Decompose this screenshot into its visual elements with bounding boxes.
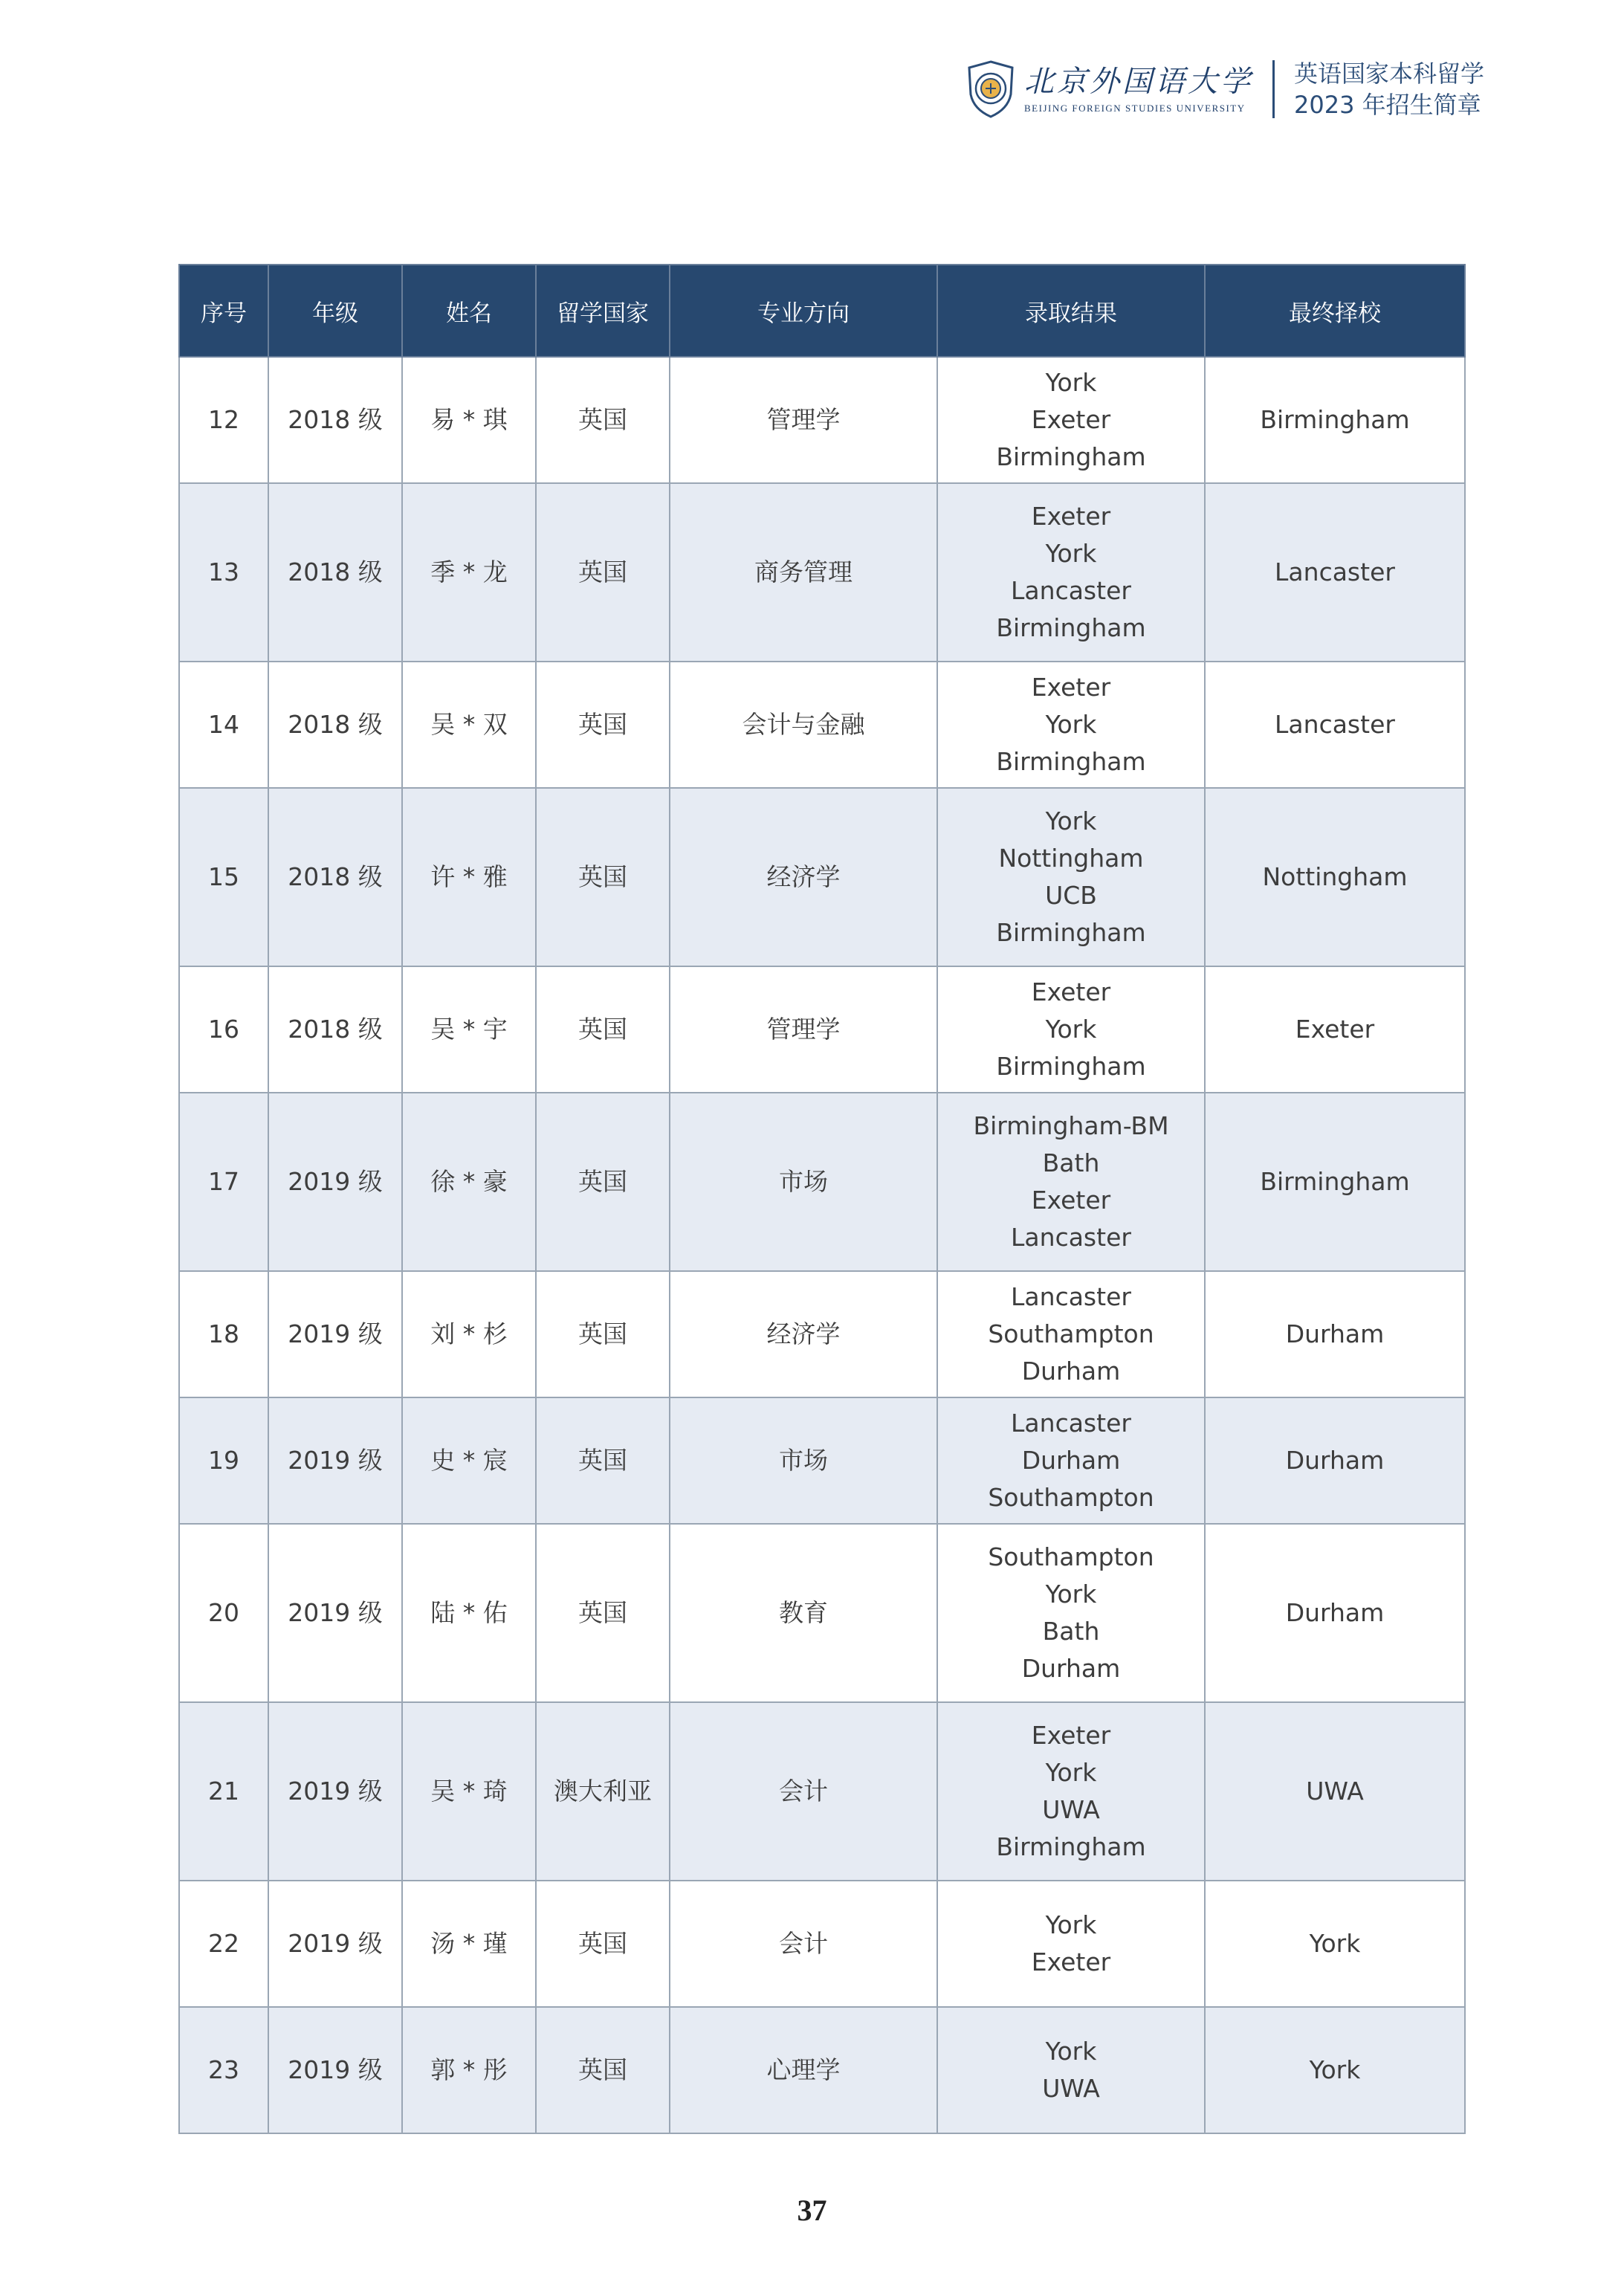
result-school: York (1045, 368, 1097, 397)
cell-country: 英国 (536, 1271, 670, 1397)
table-row (179, 1524, 1465, 1702)
cell-major: 会计与金融 (670, 662, 937, 788)
result-school: Birmingham-BM (973, 1111, 1169, 1140)
cell-results (937, 1271, 1205, 1397)
cell-number: 15 (179, 788, 268, 966)
cell-country: 英国 (536, 1397, 670, 1524)
cell-grade: 2019 级 (268, 1093, 402, 1271)
result-school: Exeter (1031, 673, 1111, 702)
cell-results (937, 1881, 1205, 2007)
cell-results (937, 1524, 1205, 1702)
cell-name: 汤 * 瑾 (402, 1881, 536, 2007)
table-row (179, 357, 1465, 483)
brochure-title (1294, 58, 1484, 120)
result-school: Exeter (1031, 1948, 1111, 1976)
cell-major: 经济学 (670, 788, 937, 966)
cell-country: 英国 (536, 966, 670, 1093)
admission-results-table (178, 264, 1466, 2134)
column-header-grade: 年级 (268, 265, 402, 357)
cell-grade: 2019 级 (268, 1702, 402, 1881)
logo-chinese-name: 北京外国语大学 (1024, 65, 1253, 99)
cell-name: 许 * 雅 (402, 788, 536, 966)
cell-final-choice: Lancaster (1205, 483, 1465, 662)
column-header-results: 录取结果 (937, 265, 1205, 357)
result-school: Lancaster (1011, 576, 1131, 605)
result-school: York (1045, 710, 1097, 739)
university-seal-icon (966, 60, 1015, 118)
cell-name: 吴 * 宇 (402, 966, 536, 1093)
cell-number: 18 (179, 1271, 268, 1397)
cell-grade: 2019 级 (268, 2007, 402, 2133)
cell-grade: 2018 级 (268, 483, 402, 662)
logo-english-name: BEIJING FOREIGN STUDIES UNIVERSITY (1024, 103, 1246, 114)
cell-results (937, 1702, 1205, 1881)
result-school: Durham (1021, 1446, 1121, 1475)
cell-major: 教育 (670, 1524, 937, 1702)
result-school: Durham (1021, 1357, 1121, 1386)
cell-number: 14 (179, 662, 268, 788)
table-body (179, 357, 1465, 2133)
column-header-major: 专业方向 (670, 265, 937, 357)
cell-final-choice: Birmingham (1205, 1093, 1465, 1271)
result-school: Nottingham (998, 844, 1144, 873)
result-school: Southampton (988, 1319, 1154, 1348)
cell-grade: 2019 级 (268, 1397, 402, 1524)
cell-major: 商务管理 (670, 483, 937, 662)
university-logo (966, 60, 1253, 118)
result-school: Bath (1042, 1617, 1100, 1646)
cell-country: 英国 (536, 1093, 670, 1271)
result-school: York (1045, 2037, 1097, 2066)
result-school: York (1045, 1580, 1097, 1609)
cell-results (937, 1093, 1205, 1271)
result-school: York (1045, 1015, 1097, 1044)
page-header (966, 58, 1484, 120)
result-school: Birmingham (996, 1832, 1146, 1861)
cell-grade: 2018 级 (268, 357, 402, 483)
cell-name: 徐 * 豪 (402, 1093, 536, 1271)
result-school: UWA (1042, 1795, 1100, 1824)
cell-results (937, 662, 1205, 788)
result-school: Lancaster (1011, 1282, 1131, 1311)
cell-number: 19 (179, 1397, 268, 1524)
result-school: York (1045, 539, 1097, 568)
cell-name: 郭 * 彤 (402, 2007, 536, 2133)
table-row (179, 1397, 1465, 1524)
cell-final-choice: Nottingham (1205, 788, 1465, 966)
cell-name: 吴 * 琦 (402, 1702, 536, 1881)
result-school: Durham (1021, 1654, 1121, 1683)
cell-country: 英国 (536, 483, 670, 662)
result-school: Exeter (1031, 977, 1111, 1006)
cell-number: 12 (179, 357, 268, 483)
result-school: UWA (1042, 2074, 1100, 2103)
result-school: Lancaster (1011, 1409, 1131, 1438)
result-school: Birmingham (996, 1052, 1146, 1081)
cell-name: 刘 * 杉 (402, 1271, 536, 1397)
cell-country: 英国 (536, 662, 670, 788)
cell-number: 23 (179, 2007, 268, 2133)
table-row (179, 788, 1465, 966)
cell-grade: 2018 级 (268, 662, 402, 788)
cell-grade: 2018 级 (268, 788, 402, 966)
cell-country: 英国 (536, 2007, 670, 2133)
result-school: Southampton (988, 1542, 1154, 1571)
header-divider (1272, 60, 1275, 118)
cell-grade: 2018 级 (268, 966, 402, 1093)
brochure-title-line2: 2023 年招生简章 (1294, 91, 1481, 119)
result-school: Lancaster (1011, 1223, 1131, 1252)
cell-results (937, 357, 1205, 483)
column-header-name: 姓名 (402, 265, 536, 357)
cell-final-choice: York (1205, 1881, 1465, 2007)
cell-country: 英国 (536, 788, 670, 966)
result-school: Exeter (1031, 502, 1111, 531)
cell-final-choice: Birmingham (1205, 357, 1465, 483)
cell-major: 心理学 (670, 2007, 937, 2133)
result-school: Exeter (1031, 405, 1111, 434)
cell-grade: 2019 级 (268, 1881, 402, 2007)
cell-major: 管理学 (670, 966, 937, 1093)
result-school: Birmingham (996, 613, 1146, 642)
cell-number: 16 (179, 966, 268, 1093)
table-row (179, 483, 1465, 662)
table-row (179, 1702, 1465, 1881)
cell-major: 会计 (670, 1702, 937, 1881)
result-school: Birmingham (996, 918, 1146, 947)
cell-final-choice: Durham (1205, 1524, 1465, 1702)
cell-country: 英国 (536, 1881, 670, 2007)
page-number: 37 (797, 2194, 827, 2227)
cell-number: 20 (179, 1524, 268, 1702)
table-row (179, 1093, 1465, 1271)
cell-major: 经济学 (670, 1271, 937, 1397)
cell-results (937, 788, 1205, 966)
cell-grade: 2019 级 (268, 1524, 402, 1702)
result-school: Exeter (1031, 1186, 1111, 1215)
table-row (179, 1881, 1465, 2007)
result-school: UCB (1045, 881, 1097, 910)
cell-major: 会计 (670, 1881, 937, 2007)
cell-name: 史 * 宸 (402, 1397, 536, 1524)
cell-final-choice: York (1205, 2007, 1465, 2133)
cell-number: 22 (179, 1881, 268, 2007)
table-row (179, 966, 1465, 1093)
cell-final-choice: Exeter (1205, 966, 1465, 1093)
cell-name: 易 * 琪 (402, 357, 536, 483)
cell-number: 13 (179, 483, 268, 662)
cell-final-choice: Durham (1205, 1397, 1465, 1524)
cell-country: 澳大利亚 (536, 1702, 670, 1881)
brochure-title-line1: 英语国家本科留学 (1294, 59, 1485, 88)
table-row (179, 1271, 1465, 1397)
cell-major: 管理学 (670, 357, 937, 483)
cell-name: 吴 * 双 (402, 662, 536, 788)
result-school: Bath (1042, 1148, 1100, 1177)
cell-country: 英国 (536, 357, 670, 483)
result-school: York (1045, 1758, 1097, 1787)
cell-final-choice: Lancaster (1205, 662, 1465, 788)
cell-results (937, 483, 1205, 662)
table-row (179, 2007, 1465, 2133)
cell-grade: 2019 级 (268, 1271, 402, 1397)
cell-name: 陆 * 佑 (402, 1524, 536, 1702)
result-school: York (1045, 807, 1097, 835)
admission-results-table-wrap (178, 264, 1464, 2134)
result-school: York (1045, 1910, 1097, 1939)
cell-results (937, 1397, 1205, 1524)
result-school: Exeter (1031, 1721, 1111, 1750)
column-header-number: 序号 (179, 265, 268, 357)
cell-final-choice: UWA (1205, 1702, 1465, 1881)
cell-number: 21 (179, 1702, 268, 1881)
result-school: Birmingham (996, 442, 1146, 471)
result-school: Birmingham (996, 747, 1146, 776)
cell-country: 英国 (536, 1524, 670, 1702)
cell-name: 季 * 龙 (402, 483, 536, 662)
column-header-country: 留学国家 (536, 265, 670, 357)
cell-number: 17 (179, 1093, 268, 1271)
cell-final-choice: Durham (1205, 1271, 1465, 1397)
cell-results (937, 2007, 1205, 2133)
cell-major: 市场 (670, 1093, 937, 1271)
cell-major: 市场 (670, 1397, 937, 1524)
table-row (179, 662, 1465, 788)
column-header-final-choice: 最终择校 (1205, 265, 1465, 357)
table-header-row (179, 265, 1465, 357)
result-school: Southampton (988, 1483, 1154, 1512)
cell-results (937, 966, 1205, 1093)
